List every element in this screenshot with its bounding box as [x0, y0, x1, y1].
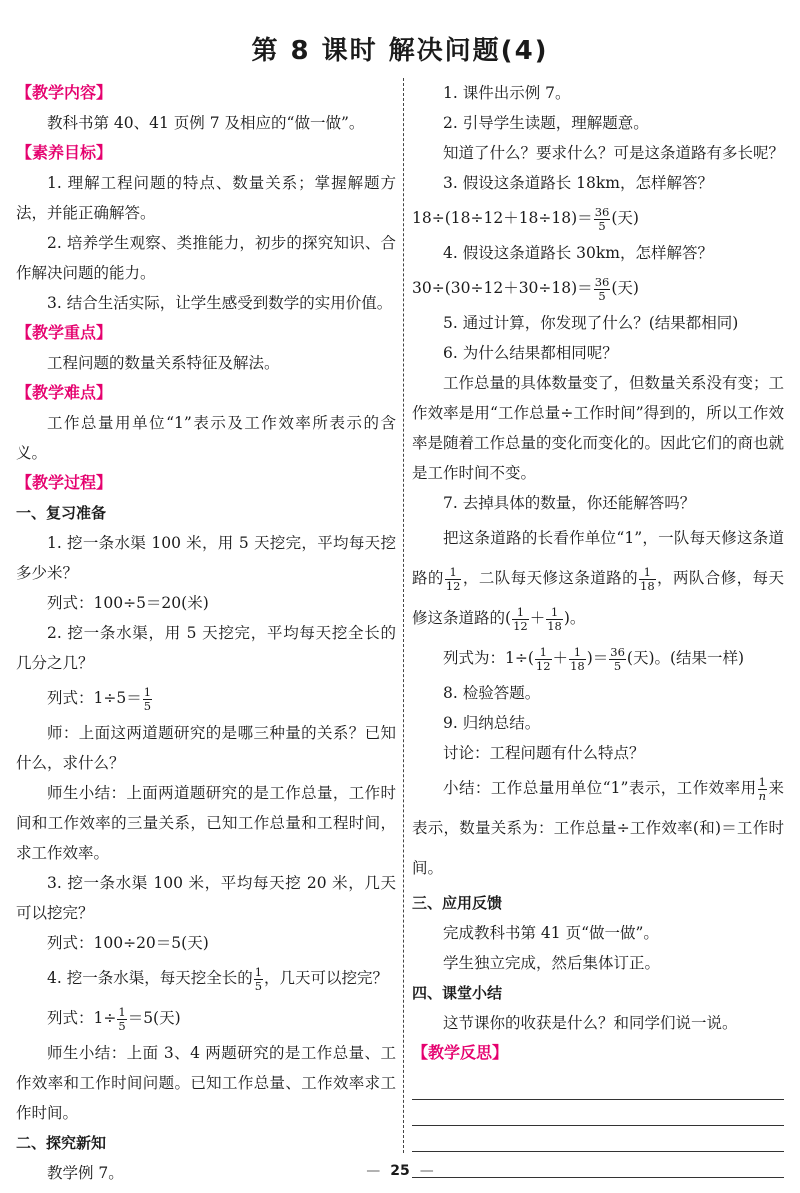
goal-3: 3. 结合生活实际，让学生感受到数学的实用价值。 [47, 294, 393, 312]
fraction: $\frac{1}{5}$ [118, 1004, 126, 1033]
part3-task-1: 完成教科书第 41 页“做一做”。 [443, 924, 659, 942]
step-3-formula: 18÷(18÷12＋18÷18)＝ $\frac{36}{5}$ (天) [412, 204, 639, 233]
fraction: $\frac{1}{12}$ [535, 644, 551, 673]
fraction: $\frac{1}{12}$ [445, 564, 461, 593]
part3-task-2: 学生独立完成，然后集体订正。 [443, 954, 661, 972]
fraction: $\frac{1}{12}$ [513, 604, 528, 633]
example-label: 教学例 7。 [47, 1164, 124, 1182]
part4-heading: 四、课堂小结 [412, 984, 503, 1002]
summary-2: 师生小结：上面 3、4 两题研究的是工作总量、工作效率和工作时间问题。已知工作总量、工作效率求工作时间。 [16, 1044, 396, 1122]
section-tag-content: 【 教学内容 】 [16, 78, 396, 108]
step-3: 3. 假设这条道路长 18km，怎样解答？ [443, 174, 713, 192]
review-a1: 列式：100÷5＝20(米) [47, 594, 209, 612]
fraction: $\frac{36}{5}$ [594, 274, 610, 303]
step-6-detail: 工作总量的具体数量变了，但数量关系没有变；工作效率是用“工作总量÷工作时间”得到的，所以工作效率是随着工作总量的变化而变化的。因此它们的商也就是工作时间不变。 [412, 374, 785, 482]
step-9-discussion: 讨论：工程问题有什么特点？ [443, 744, 645, 762]
reflection-line [412, 1126, 784, 1152]
step-7-formula: 列式为：1÷( $\frac{1}{12}$ ＋ $\frac{1}{18}$ )＝ $\frac{36}{5}$ (天)。(结果一样) [443, 644, 745, 673]
reflection-line [412, 1100, 784, 1126]
step-9-summary: 小结：工作总量用单位“1”表示，工作效率用 $\frac{1}{n}$ 来表示，数量关系为：工作总量÷工作效率(和)＝工作时间。 [412, 774, 784, 877]
summary-1: 师生小结：上面两道题研究的是工作总量，工作时间和工作效率的三量关系，已知工作总量和工程时间，求工作效率。 [16, 784, 396, 862]
step-4: 4. 假设这条道路长 30km，怎样解答？ [443, 244, 713, 262]
step-2: 2. 引导学生读题，理解题意。 [443, 114, 649, 132]
step-8: 8. 检验答题。 [443, 684, 541, 702]
section-tag-process: 【 教学过程 】 [16, 468, 396, 498]
review-q3: 3. 挖一条水渠 100 米，平均每天挖 20 米，几天可以挖完？ [16, 874, 396, 922]
key-text: 工程问题的数量关系特征及解法。 [47, 354, 280, 372]
step-5: 5. 通过计算，你发现了什么？(结果都相同) [443, 314, 739, 332]
step-1: 1. 课件出示例 7。 [443, 84, 571, 102]
fraction: $\frac{1}{18}$ [640, 564, 655, 593]
section-tag-reflection: 【 教学反思 】 [412, 1038, 784, 1068]
review-a3: 列式：100÷20＝5(天) [47, 934, 209, 952]
difficult-text: 工作总量用单位“1”表示及工作效率所表示的含义。 [16, 414, 396, 462]
part3-heading: 三、应用反馈 [412, 894, 503, 912]
part2-heading: 二、探究新知 [16, 1134, 107, 1152]
goal-1: 1. 理解工程问题的特点、数量关系；掌握解题方法，并能正确解答。 [16, 174, 396, 222]
step-2-detail: 知道了什么？要求什么？可是这条道路有多长呢？ [443, 144, 785, 162]
part4-task-1: 这节课你的收获是什么？和同学们说一说。 [443, 1014, 738, 1032]
review-q4: 4. 挖一条水渠，每天挖全长的 $\frac{1}{5}$ ，几天可以挖完？ [47, 964, 389, 993]
step-7-detail: 把这条道路的长看作单位“1”，一队每天修这条道路的 $\frac{1}{12}$ ，二队每天修这条道路的 $\frac{1}{18}$ ，两队合修，每天修这条道路的( $\frac{1}{12}$ ＋ $\frac{1}{18}$ )。 [412, 529, 784, 633]
fraction: $\frac{1}{18}$ [570, 644, 585, 673]
fraction: $\frac{36}{5}$ [594, 204, 610, 233]
fraction: $\frac{36}{5}$ [610, 644, 625, 673]
fraction: $\frac{1}{5}$ [143, 684, 152, 713]
teacher-question: 师：上面这两道题研究的是哪三种量的关系？已知什么，求什么？ [16, 724, 396, 772]
left-column [16, 78, 396, 1188]
column-divider [403, 78, 404, 1153]
fraction: $\frac{1}{18}$ [547, 604, 562, 633]
page-number: — 25 — [366, 1163, 434, 1179]
review-a4: 列式：1÷ $\frac{1}{5}$ ＝5(天) [47, 1004, 181, 1033]
fraction: $\frac{1}{n}$ [758, 774, 767, 803]
step-4-formula: 30÷(30÷12＋30÷18)＝ $\frac{36}{5}$ (天) [412, 274, 639, 303]
review-a2: 列式：1÷5＝ $\frac{1}{5}$ [47, 684, 152, 713]
review-q2: 2. 挖一条水渠，用 5 天挖完，平均每天挖全长的几分之几？ [16, 624, 396, 672]
goal-2: 2. 培养学生观察、类推能力，初步的探究知识、合作解决问题的能力。 [16, 234, 396, 282]
review-q1: 1. 挖一条水渠 100 米，用 5 天挖完，平均每天挖多少米？ [16, 534, 396, 582]
reflection-line [412, 1074, 784, 1100]
part1-heading: 一、复习准备 [16, 504, 107, 522]
section-tag-key: 【 教学重点 】 [16, 318, 396, 348]
step-9: 9. 归纳总结。 [443, 714, 541, 732]
step-7: 7. 去掉具体的数量，你还能解答吗？ [443, 494, 696, 512]
section-tag-goals: 【 素养目标 】 [16, 138, 396, 168]
content-text: 教科书第 40、41 页例 7 及相应的“做一做”。 [47, 114, 365, 132]
step-6: 6. 为什么结果都相同呢？ [443, 344, 618, 362]
page-title: 第 8 课时 解决问题(4) [251, 36, 549, 66]
section-tag-difficult: 【 教学难点 】 [16, 378, 396, 408]
fraction: $\frac{1}{5}$ [254, 964, 263, 993]
right-column [412, 78, 784, 1178]
